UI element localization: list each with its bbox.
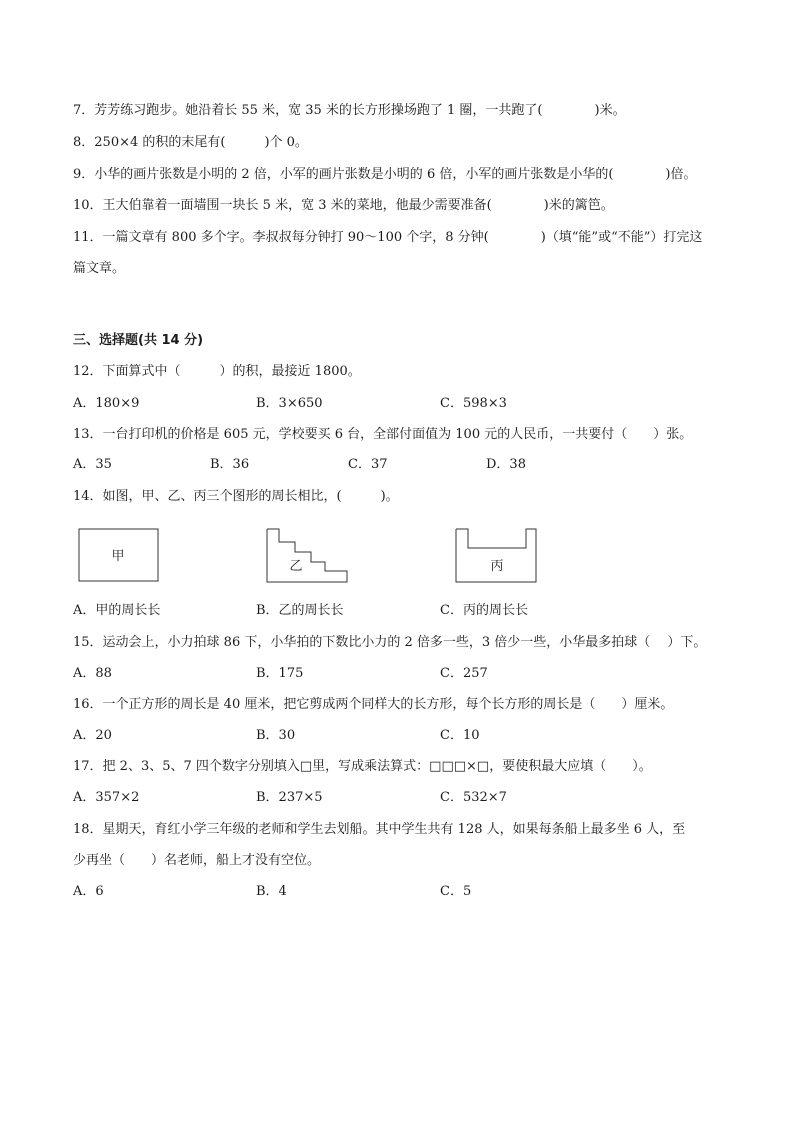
- question-18-line-2: 少再坐（ ）名老师，船上才没有空位。: [73, 853, 321, 868]
- option-13-d: D．38: [486, 457, 526, 472]
- question-14: 14．如图，甲、乙、丙三个图形的周长相比，( )。: [73, 489, 399, 504]
- option-12-a: A．180×9: [73, 396, 140, 411]
- option-16-a: A．20: [73, 728, 112, 743]
- question-15: 15．运动会上，小力拍球 86 下，小华拍的下数比小力的 2 倍多一些，3 倍少一些，小华最多拍球（ ）下。: [73, 635, 707, 650]
- figure-bing: [455, 528, 539, 584]
- figure-yi-label: 乙: [289, 559, 303, 574]
- question-9: 9．小华的画片张数是小明的 2 倍，小军的画片张数是小明的 6 倍，小军的画片张数是小华的( )倍。: [73, 167, 697, 182]
- question-7: 7．芳芳练习跑步。她沿着长 55 米，宽 35 米的长方形操场跑了 1 圈，一共跑了( )米。: [73, 103, 626, 118]
- figure-jia: [78, 528, 160, 584]
- option-16-c: C．10: [440, 728, 480, 743]
- question-13: 13．一台打印机的价格是 605 元，学校要买 6 台，全部付面值为 100 元的人民币，一共要付（ ）张。: [73, 427, 693, 442]
- option-13-a: A．35: [73, 457, 112, 472]
- option-15-c: C．257: [440, 666, 488, 681]
- question-8: 8．250×4 的积的末尾有( )个 0。: [73, 135, 308, 150]
- figure-bing-label: 丙: [490, 559, 504, 574]
- question-18-line-1: 18．星期天，育红小学三年级的老师和学生去划船。其中学生共有 128 人，如果每条船上最多坐 6 人，至: [73, 822, 686, 837]
- question-12: 12．下面算式中（ ）的积，最接近 1800。: [73, 364, 361, 379]
- question-11-line-1: 11．一篇文章有 800 多个字。李叔叔每分钟打 90～100 个字，8 分钟( )（填“能”或“不能”）打完这: [73, 230, 703, 245]
- option-17-a: A．357×2: [73, 790, 140, 805]
- option-14-a: A．甲的周长长: [73, 603, 161, 618]
- option-15-a: A．88: [73, 666, 112, 681]
- option-16-b: B．30: [256, 728, 296, 743]
- option-13-c: C．37: [348, 457, 388, 472]
- figure-jia-label: 甲: [111, 549, 125, 564]
- option-13-b: B．36: [210, 457, 250, 472]
- option-12-c: C．598×3: [440, 396, 507, 411]
- option-18-a: A．6: [73, 884, 104, 899]
- option-18-c: C．5: [440, 884, 472, 899]
- option-17-b: B．237×5: [256, 790, 323, 805]
- option-15-b: B．175: [256, 666, 304, 681]
- question-11-line-2: 篇文章。: [73, 261, 126, 276]
- option-12-b: B．3×650: [256, 396, 323, 411]
- option-18-b: B．4: [256, 884, 287, 899]
- option-17-c: C．532×7: [440, 790, 507, 805]
- section-heading-choice: 三、选择题(共 14 分): [73, 333, 204, 348]
- option-14-b: B．乙的周长长: [256, 603, 344, 618]
- question-16: 16．一个正方形的周长是 40 厘米，把它剪成两个同样大的长方形，每个长方形的周长是（ ）厘米。: [73, 697, 674, 712]
- question-17: 17．把 2、3、5、7 四个数字分别填入□里，写成乘法算式：□□□×□，要使积最大应填（ ）。: [73, 759, 652, 774]
- question-10: 10．王大伯靠着一面墙围一块长 5 米，宽 3 米的菜地，他最少需要准备( )米的篱笆。: [73, 198, 614, 213]
- figure-yi: [265, 528, 349, 584]
- option-14-c: C．丙的周长长: [440, 603, 528, 618]
